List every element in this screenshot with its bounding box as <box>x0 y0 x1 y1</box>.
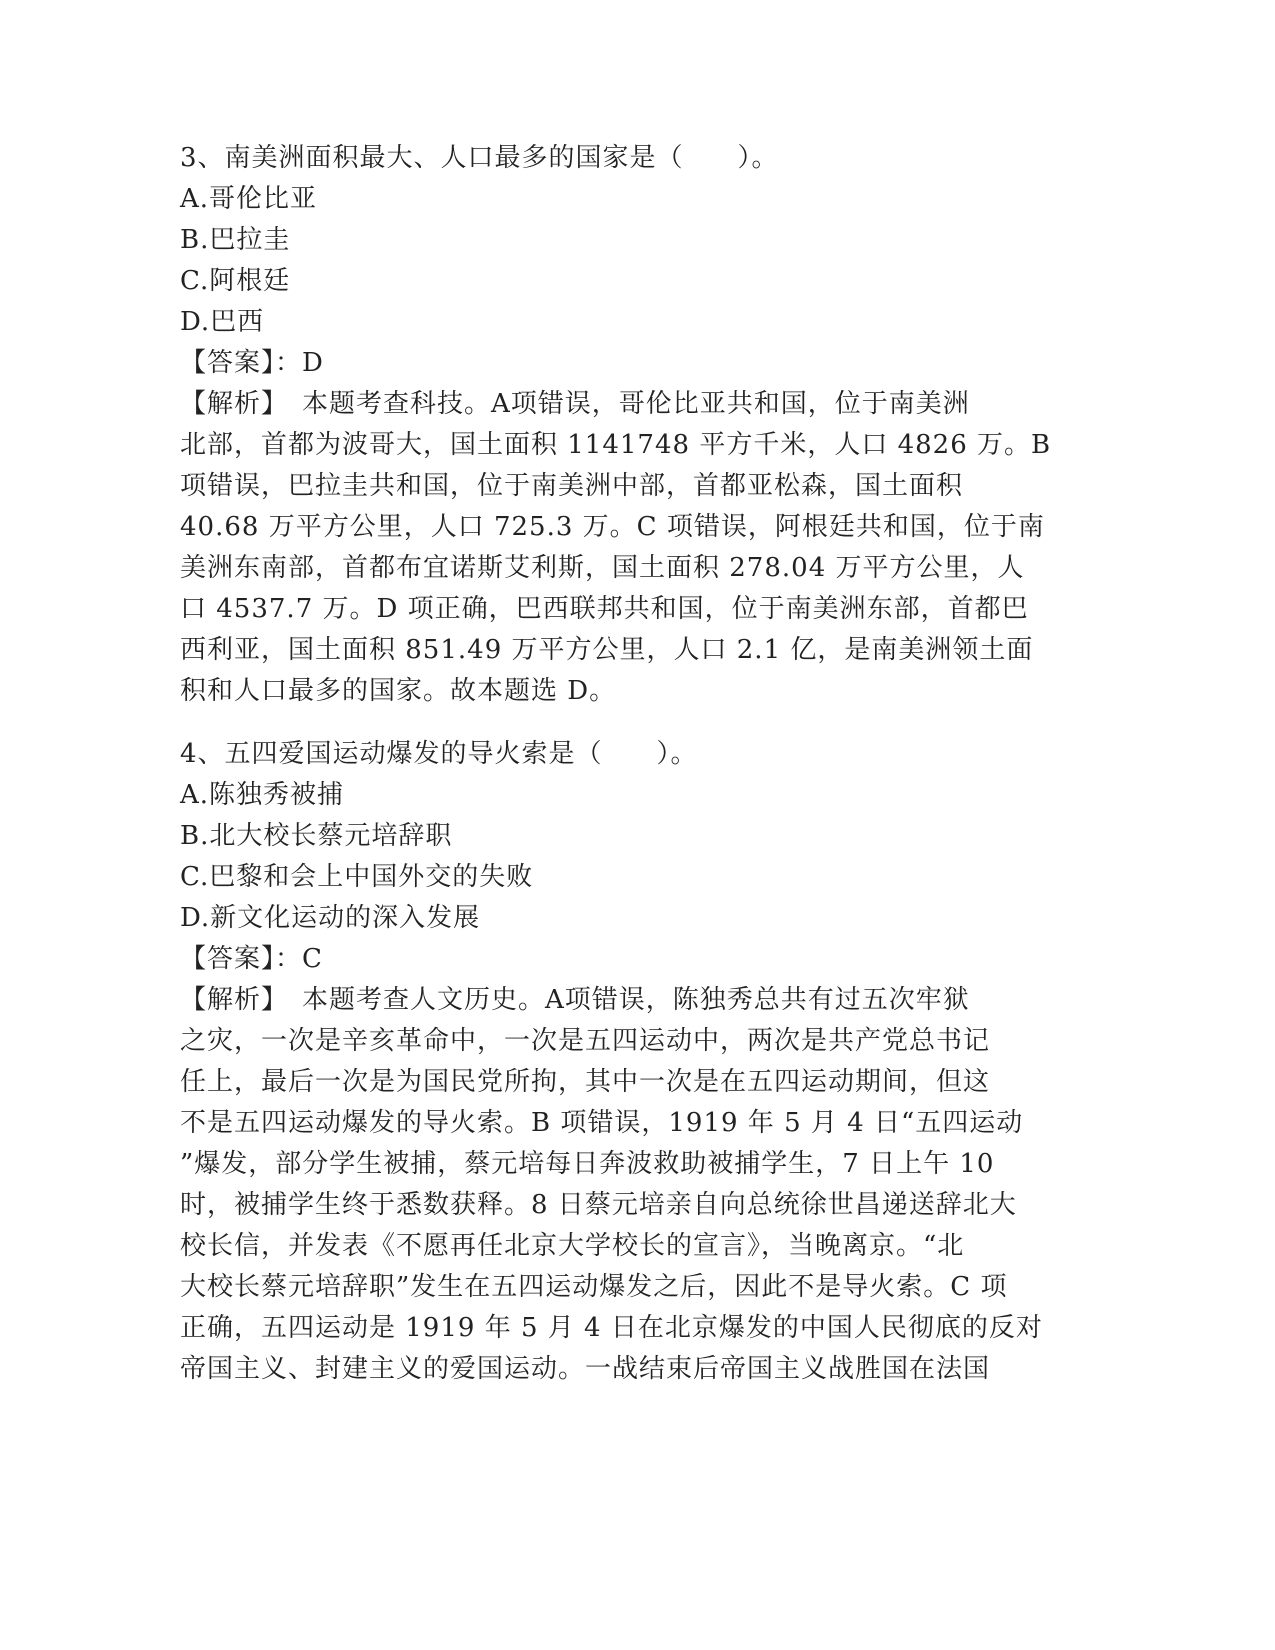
question-stem: 4、五四爱国运动爆发的导火索是（ ）。 <box>180 739 698 769</box>
question-3 <box>180 138 1052 712</box>
analysis-line: ”爆发，部分学生被捕，蔡元培每日奔波救助被捕学生，7 日上午 10 <box>180 1149 995 1179</box>
analysis-line: 项错误，巴拉圭共和国，位于南美洲中部，首都亚松森，国土面积 <box>180 471 964 501</box>
answer-line: 【答案】：C <box>180 944 323 974</box>
analysis-line: 不是五四运动爆发的导火索。B 项错误，1919 年 5 月 4 日“五四运动 <box>180 1108 1024 1138</box>
analysis-line: 【解析】 本题考查人文历史。A项错误，陈独秀总共有过五次牢狱 <box>180 985 970 1015</box>
analysis-line: 西利亚，国土面积 851.49 万平方公里，人口 2.1 亿，是南美洲领土面 <box>180 635 1034 665</box>
question-stem: 3、南美洲面积最大、人口最多的国家是（ ）。 <box>180 143 779 173</box>
question-4 <box>180 734 1043 1390</box>
analysis-line: 【解析】 本题考查科技。A项错误，哥伦比亚共和国，位于南美洲 <box>180 389 970 419</box>
option-c: C.巴黎和会上中国外交的失败 <box>180 862 534 892</box>
analysis-line: 口 4537.7 万。D 项正确，巴西联邦共和国，位于南美洲东部，首都巴 <box>180 594 1029 624</box>
question-spacer <box>180 712 1040 734</box>
analysis-line: 北部，首都为波哥大，国土面积 1141748 平方千米，人口 4826 万。B <box>180 430 1052 460</box>
analysis-line: 积和人口最多的国家。故本题选 D。 <box>180 676 617 706</box>
answer-line: 【答案】：D <box>180 348 324 378</box>
option-a: A.哥伦比亚 <box>180 184 318 214</box>
analysis-block <box>180 384 1052 712</box>
option-b: B.巴拉圭 <box>180 225 291 255</box>
option-a: A.陈独秀被捕 <box>180 780 345 810</box>
option-d: D.巴西 <box>180 307 265 337</box>
analysis-line: 正确，五四运动是 1919 年 5 月 4 日在北京爆发的中国人民彻底的反对 <box>180 1313 1043 1343</box>
document-page <box>180 138 1052 1390</box>
analysis-line: 之灾，一次是辛亥革命中，一次是五四运动中，两次是共产党总书记 <box>180 1026 991 1056</box>
analysis-line: 美洲东南部，首都布宜诺斯艾利斯，国土面积 278.04 万平方公里，人 <box>180 553 1025 583</box>
analysis-block <box>180 980 1043 1390</box>
analysis-line: 任上，最后一次是为国民党所拘，其中一次是在五四运动期间，但这 <box>180 1067 991 1097</box>
option-c: C.阿根廷 <box>180 266 291 296</box>
analysis-line: 校长信，并发表《不愿再任北京大学校长的宣言》，当晚离京。“北 <box>180 1231 965 1261</box>
analysis-line: 40.68 万平方公里，人口 725.3 万。C 项错误，阿根廷共和国，位于南 <box>180 512 1045 542</box>
analysis-line: 大校长蔡元培辞职”发生在五四运动爆发之后，因此不是导火索。C 项 <box>180 1272 1008 1302</box>
option-d: D.新文化运动的深入发展 <box>180 903 481 933</box>
analysis-line: 时，被捕学生终于悉数获释。8 日蔡元培亲自向总统徐世昌递送辞北大 <box>180 1190 1017 1220</box>
analysis-line: 帝国主义、封建主义的爱国运动。一战结束后帝国主义战胜国在法国 <box>180 1354 991 1384</box>
option-b: B.北大校长蔡元培辞职 <box>180 821 453 851</box>
